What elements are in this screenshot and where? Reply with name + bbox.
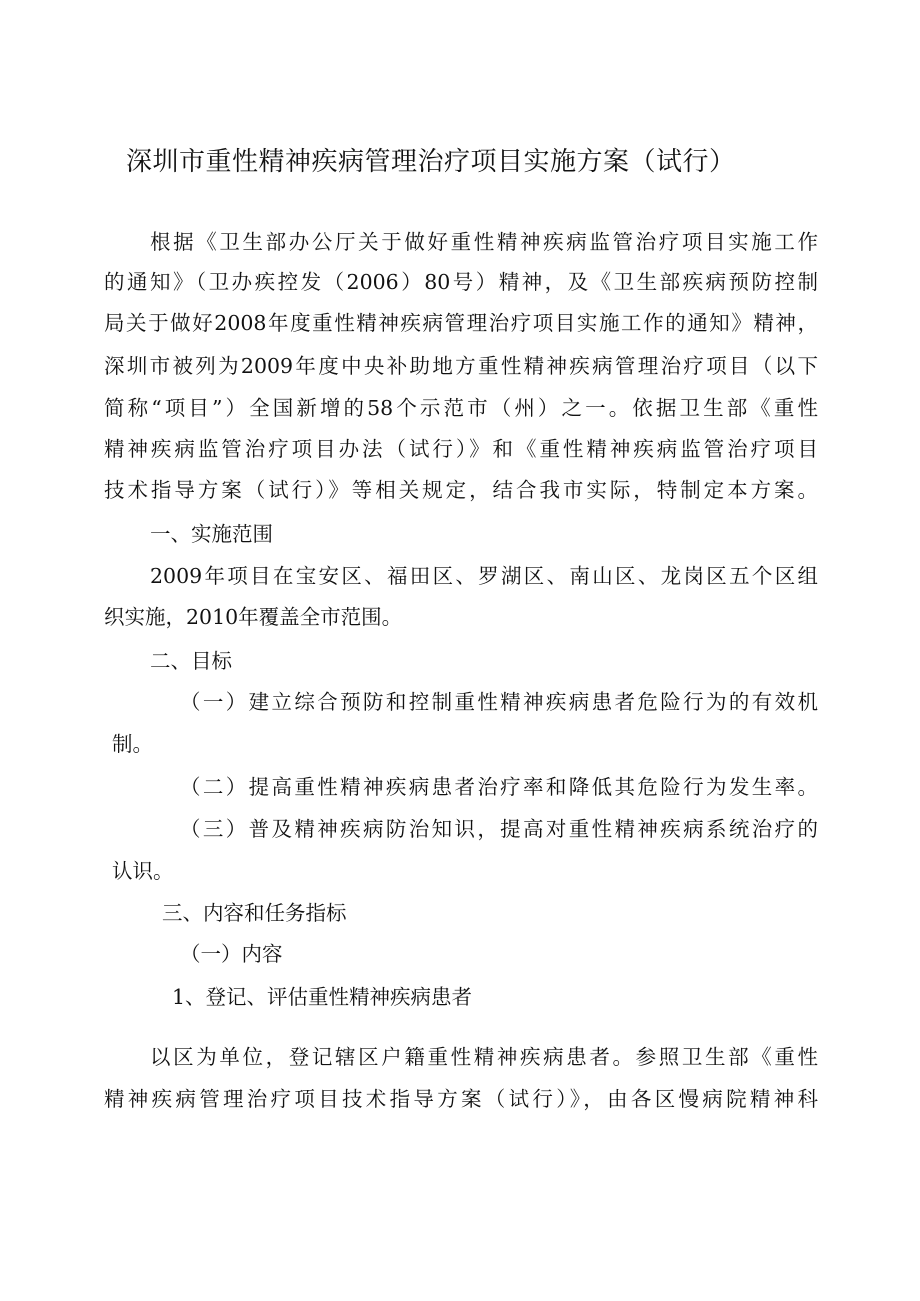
- goal1-line-2: 制。: [112, 732, 153, 756]
- goal1-line-1: （一）建立综合预防和控制重性精神疾病患者危险行为的有效机: [180, 690, 818, 714]
- intro-line-1: 根据《卫生部办公厅关于做好重性精神疾病监管治疗项目实施工作: [150, 230, 818, 254]
- item1-heading: 1、登记、评估重性精神疾病患者: [172, 985, 473, 1009]
- item1-line-1: 以区为单位，登记辖区户籍重性精神疾病患者。参照卫生部《重性: [150, 1045, 818, 1069]
- intro-line-7: 技术指导方案（试行）》等相关规定，结合我市实际，特制定本方案。: [104, 478, 818, 502]
- content-heading: （一）内容: [180, 942, 283, 966]
- document-title: 深圳市重性精神疾病管理治疗项目实施方案（试行）: [126, 147, 736, 177]
- section1-heading: 一、实施范围: [150, 522, 273, 546]
- intro-line-5: 简称“项目”）全国新增的58个示范市（州）之一。依据卫生部《重性: [104, 396, 818, 420]
- section3-heading: 三、内容和任务指标: [162, 901, 347, 925]
- intro-line-4: 深圳市被列为2009年度中央补助地方重性精神疾病管理治疗项目（以下: [104, 354, 818, 378]
- intro-line-2: 的通知》（卫办疾控发（2006）80号）精神，及《卫生部疾病预防控制: [104, 270, 818, 294]
- goal2-line: （二）提高重性精神疾病患者治疗率和降低其危险行为发生率。: [180, 775, 818, 799]
- section1-line-1: 2009年项目在宝安区、福田区、罗湖区、南山区、龙岗区五个区组: [150, 564, 818, 588]
- goal3-line-1: （三）普及精神疾病防治知识，提高对重性精神疾病系统治疗的: [180, 817, 818, 841]
- item1-line-2: 精神疾病管理治疗项目技术指导方案（试行）》，由各区慢病院精神科: [104, 1087, 818, 1111]
- section1-line-2: 织实施，2010年覆盖全市范围。: [104, 605, 403, 629]
- section2-heading: 二、目标: [150, 649, 232, 673]
- intro-line-3: 局关于做好2008年度重性精神疾病管理治疗项目实施工作的通知》精神，: [104, 311, 818, 335]
- goal3-line-2: 认识。: [112, 859, 174, 883]
- intro-line-6: 精神疾病监管治疗项目办法（试行）》和《重性精神疾病监管治疗项目: [104, 437, 818, 461]
